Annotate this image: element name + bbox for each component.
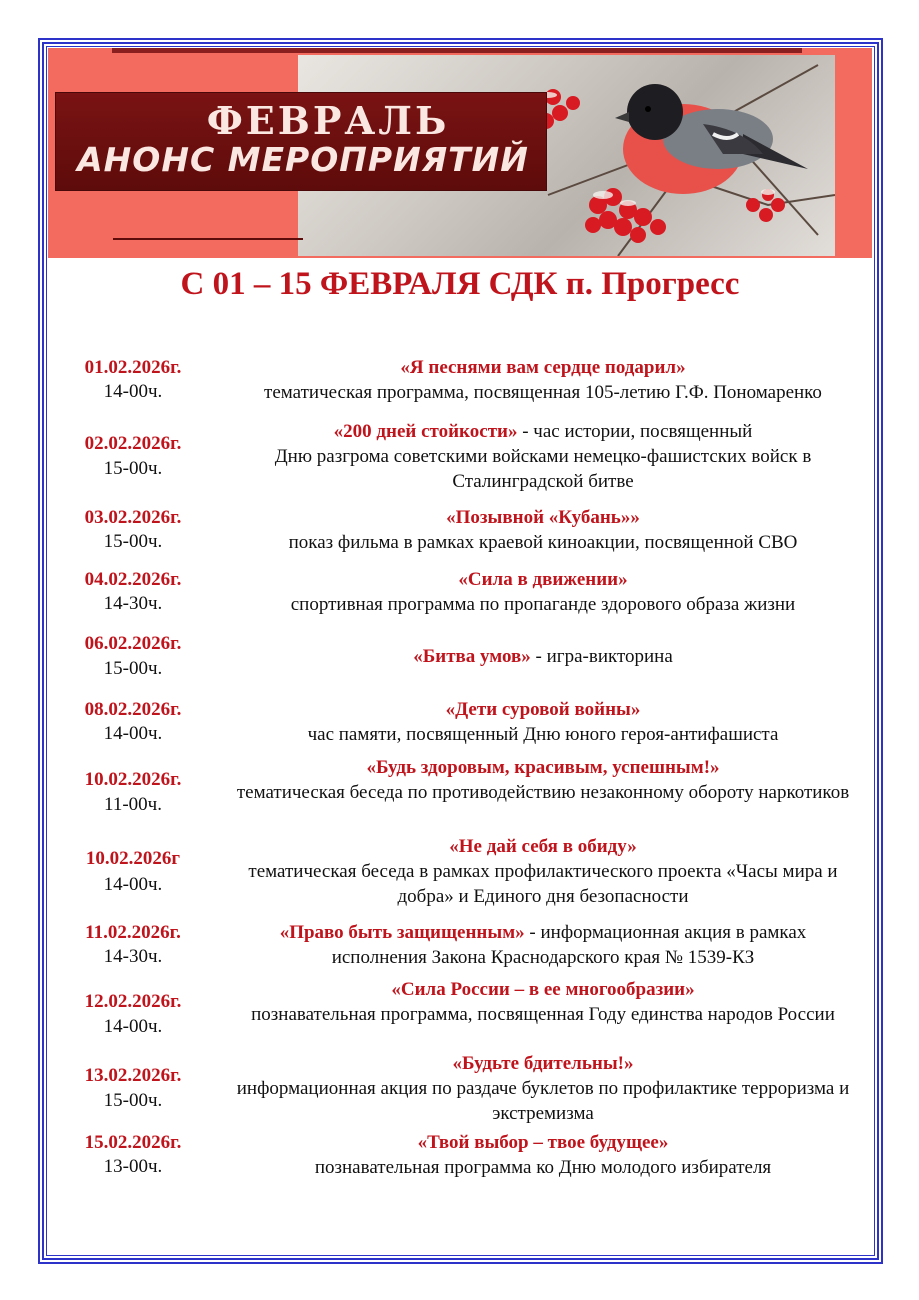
event-title: «Не дай себя в обиду»: [449, 836, 637, 857]
event-description: [218, 567, 868, 617]
event-time: 13-00ч.: [103, 1156, 163, 1177]
event-details: спортивная программа по пропаганде здорового образа жизни: [290, 594, 796, 615]
event-details: час памяти, посвященный Дню юного героя-антифашиста: [307, 724, 779, 745]
event-details: информационная акция по раздаче буклетов по профилактике терроризма и экстремизма: [236, 1078, 850, 1124]
event-time: 14-00ч.: [103, 1016, 163, 1037]
event-date: 01.02.2026г.: [84, 357, 182, 378]
event-description: [218, 920, 868, 970]
bullfinch-illustration: [593, 74, 813, 214]
event-details: Дню разгрома советскими войсками немецко-фашистских войск в Сталинградской битве: [274, 446, 812, 492]
event-time: 11-00ч.: [104, 794, 162, 815]
event-title: «Будь здоровым, красивым, успешным!»: [366, 757, 720, 778]
event-time: 14-00ч.: [103, 723, 163, 744]
event-date: 08.02.2026г.: [84, 699, 182, 720]
event-time: 15-00ч.: [103, 458, 163, 479]
event-title-rest: - информационная акция в рамках: [524, 922, 807, 943]
event-description: [218, 505, 868, 555]
event-title: «200 дней стойкости»: [333, 421, 518, 442]
event-date: 06.02.2026г.: [84, 633, 182, 654]
event-title: «Битва умов»: [413, 646, 531, 667]
event-description: [218, 1051, 868, 1126]
event-description: [218, 355, 868, 405]
event-time: 15-00ч.: [103, 658, 163, 679]
event-details: тематическая беседа в рамках профилактического проекта «Часы мира и добра» и Единого дня безопасности: [248, 861, 838, 907]
event-title-rest: - игра-викторина: [530, 646, 673, 667]
event-details: исполнения Закона Краснодарского края № 1539-КЗ: [331, 947, 755, 968]
event-details: познавательная программа, посвященная Году единства народов России: [251, 1004, 835, 1025]
event-date: 03.02.2026г.: [84, 507, 182, 528]
page-title: С 01 – 15 ФЕВРАЛЯ СДК п. Прогресс: [180, 266, 740, 302]
event-time: 14-00ч.: [103, 874, 163, 895]
event-date: 15.02.2026г.: [84, 1132, 182, 1153]
banner-title: ФЕВРАЛЬ: [206, 98, 450, 143]
event-time: 14-30ч.: [103, 946, 163, 967]
event-description: [218, 834, 868, 909]
event-title: «Сила России – в ее многообразии»: [391, 979, 695, 1000]
event-date: 10.02.2026г: [85, 848, 181, 869]
event-description: [218, 697, 868, 747]
event-date: 10.02.2026г.: [84, 769, 182, 790]
event-details: тематическая беседа по противодействию незаконному обороту наркотиков: [236, 782, 850, 803]
event-details: тематическая программа, посвященная 105-летию Г.Ф. Пономаренко: [264, 382, 822, 403]
event-title: «Сила в движении»: [458, 569, 628, 590]
header-banner: [48, 48, 872, 258]
banner-top-stripe: [112, 48, 802, 53]
event-title: «Твой выбор – твое будущее»: [417, 1132, 669, 1153]
event-title: «Будьте бдительны!»: [452, 1053, 634, 1074]
event-time: 15-00ч.: [103, 531, 163, 552]
event-time: 14-30ч.: [103, 593, 163, 614]
event-description: [218, 419, 868, 494]
event-date: 12.02.2026г.: [84, 991, 182, 1012]
event-details: познавательная программа ко Дню молодого избирателя: [314, 1157, 772, 1178]
event-title: «Я песнями вам сердце подарил»: [400, 357, 686, 378]
banner-bottom-stripe: [113, 238, 303, 240]
event-description: [218, 977, 868, 1027]
event-time: 14-00ч.: [103, 381, 163, 402]
event-date: 13.02.2026г.: [84, 1065, 182, 1086]
event-title: «Право быть защищенным»: [279, 922, 525, 943]
banner-subtitle: АНОНС МЕРОПРИЯТИЙ: [77, 140, 529, 179]
event-details: показ фильма в рамках краевой киноакции, посвященной СВО: [288, 532, 798, 553]
event-title: «Дети суровой войны»: [445, 699, 641, 720]
event-date: 02.02.2026г.: [84, 433, 182, 454]
event-date: 11.02.2026г.: [85, 922, 181, 943]
event-date: 04.02.2026г.: [84, 569, 182, 590]
event-description: [218, 755, 868, 805]
event-title-rest: - час истории, посвященный: [517, 421, 753, 442]
event-title: «Позывной «Кубань»»: [446, 507, 640, 528]
event-time: 15-00ч.: [103, 1090, 163, 1111]
event-description: [218, 1130, 868, 1180]
event-description: [218, 644, 868, 669]
